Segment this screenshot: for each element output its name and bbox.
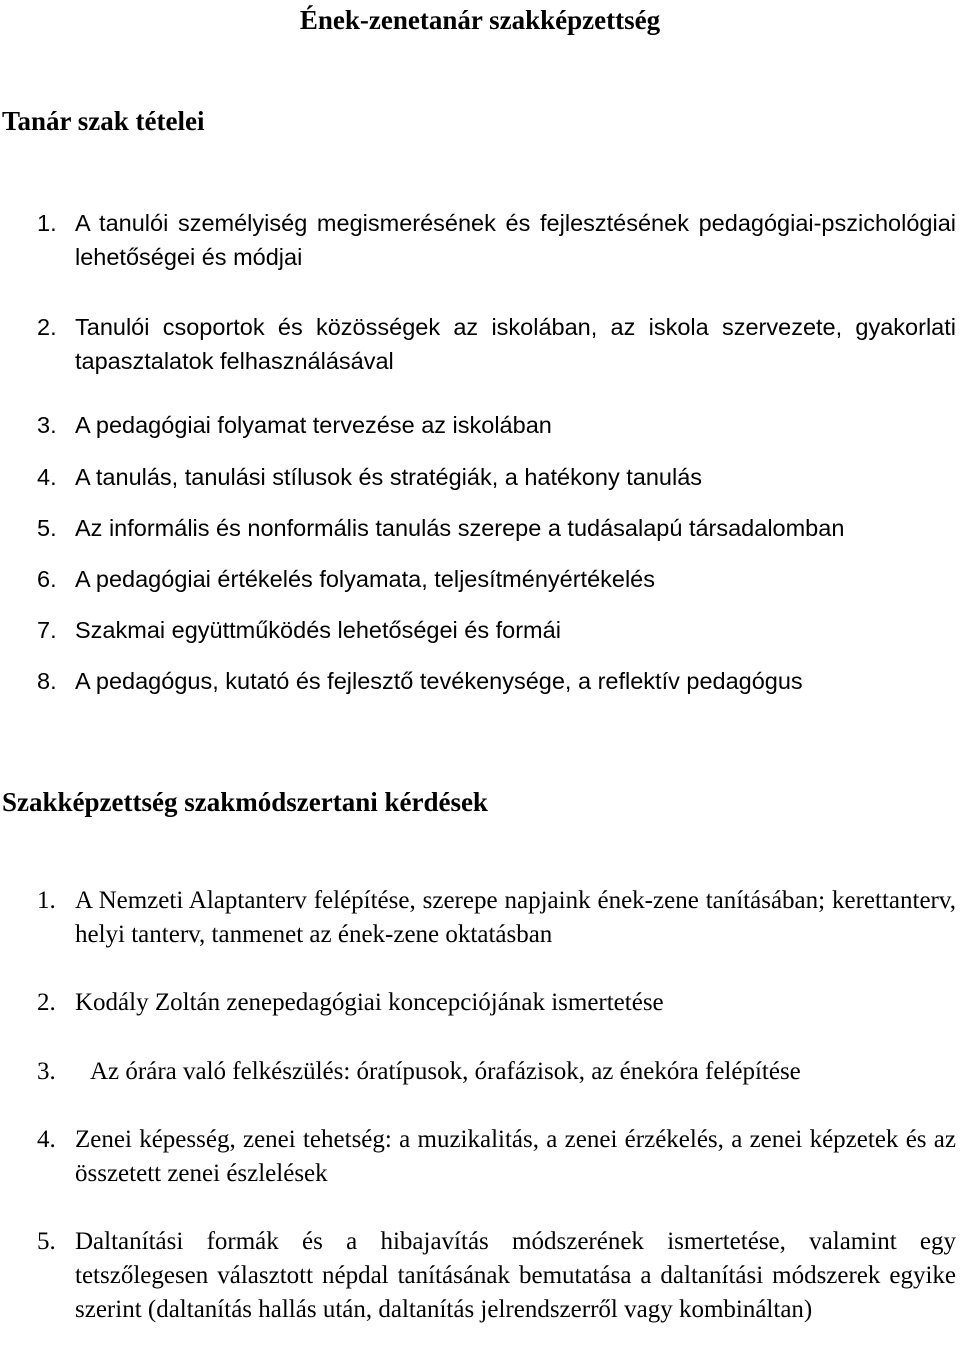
item-text: Daltanítási formák és a hibajavítás módszerének ismertetése, valamint egy tetszőlegesen választott népdal tanításának bemutatása a daltanítási módszerek egyike szerint (daltanítás hallás után, daltanítás jelrendszerről vagy kombináltan): [75, 1228, 956, 1323]
item-text: A pedagógus, kutató és fejlesztő tevékenysége, a reflektív pedagógus: [75, 668, 803, 694]
list-item: [37, 562, 956, 596]
list-item: [37, 511, 956, 545]
item-text: Az informális és nonformális tanulás szerepe a tudásalapú társadalomban: [75, 515, 845, 541]
item-text: A Nemzeti Alaptanterv felépítése, szerepe napjaink ének-zene tanításában; kerettanterv, helyi tanterv, tanmenet az ének-zene oktatásban: [75, 887, 956, 948]
page-title: Ének-zenetanár szakképzettség: [299, 5, 661, 35]
item-number: 3.: [37, 412, 57, 438]
item-number: 7.: [37, 617, 57, 643]
item-number: 5.: [37, 1228, 56, 1255]
item-number: 1.: [37, 210, 57, 236]
section-heading-tanar-szak: Tanár szak tételei: [2, 106, 205, 136]
list-item: [37, 1123, 956, 1191]
list-item: [37, 986, 956, 1020]
list-item: [37, 460, 956, 494]
item-text: A pedagógiai értékelés folyamata, teljesítményértékelés: [75, 566, 655, 592]
list-item: [37, 1225, 956, 1327]
item-text: A pedagógiai folyamat tervezése az iskolában: [75, 412, 552, 438]
item-number: 2.: [37, 314, 57, 340]
item-text: Tanulói csoportok és közösségek az iskolában, az iskola szervezete, gyakorlati tapasztalatok felhasználásával: [75, 314, 956, 374]
item-number: 8.: [37, 668, 57, 694]
item-number: 1.: [37, 887, 56, 914]
item-number: 3.: [37, 1058, 56, 1085]
item-number: 5.: [37, 515, 57, 541]
list-item: [37, 1055, 956, 1089]
list-item: [37, 884, 956, 952]
list-item: [37, 310, 956, 378]
item-text: Szakmai együttműködés lehetőségei és formái: [75, 617, 561, 643]
section-heading-szakmodszertan: Szakképzettség szakmódszertani kérdések: [2, 787, 488, 817]
item-text: Kodály Zoltán zenepedagógiai koncepciójának ismertetése: [75, 989, 664, 1016]
item-text: A tanulói személyiség megismerésének és fejlesztésének pedagógiai-pszichológiai lehetőségei és módjai: [75, 210, 956, 270]
list-item: [37, 206, 956, 274]
list-item: [37, 408, 956, 442]
item-number: 2.: [37, 989, 56, 1016]
list-item: [37, 613, 956, 647]
list-item: [37, 664, 956, 698]
item-number: 6.: [37, 566, 57, 592]
item-number: 4.: [37, 464, 57, 490]
item-text: Zenei képesség, zenei tehetség: a muzikalitás, a zenei érzékelés, a zenei képzetek és az összetett zenei észlelések: [75, 1126, 956, 1187]
item-number: 4.: [37, 1126, 56, 1153]
item-text: Az órára való felkészülés: óratípusok, órafázisok, az énekóra felépítése: [90, 1058, 801, 1085]
item-text: A tanulás, tanulási stílusok és stratégiák, a hatékony tanulás: [75, 464, 703, 490]
